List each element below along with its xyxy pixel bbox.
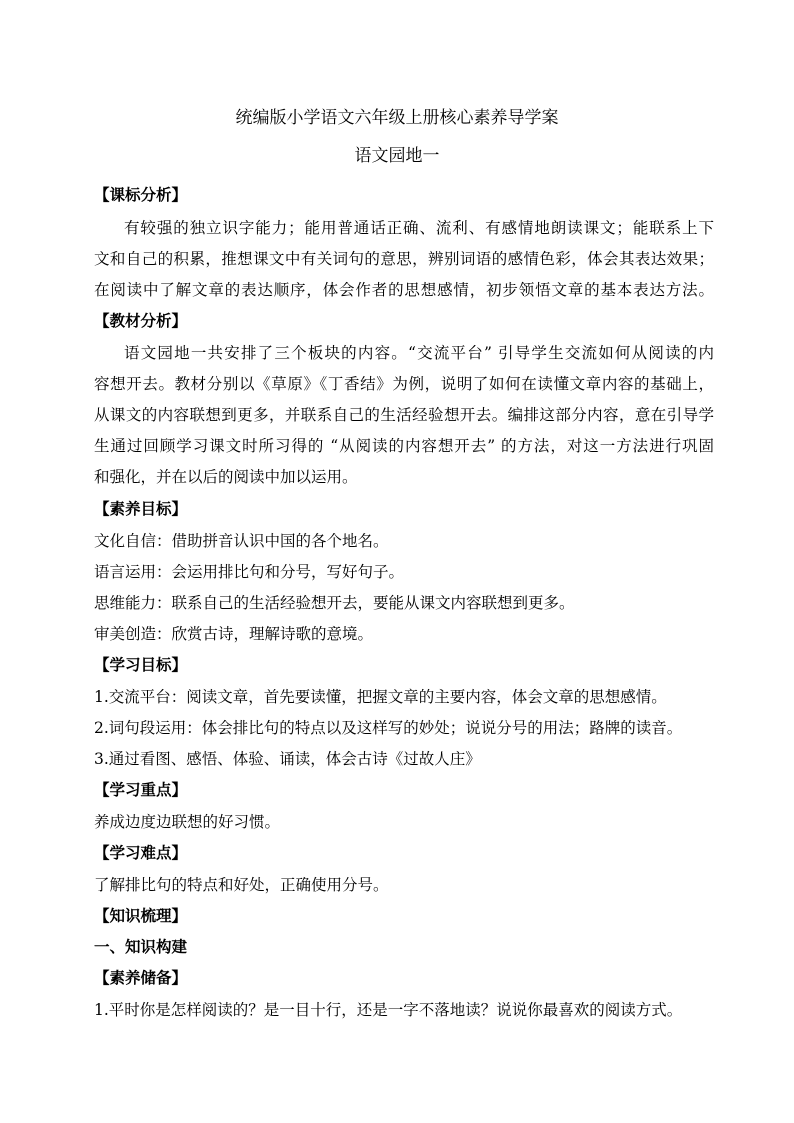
textbook-line: 语文园地一共安排了三个板块的内容。“交流平台” 引导学生交流如何从阅读的内 [124,344,714,362]
focus-text: 养成边度边联想的好习惯。 [94,813,281,831]
difficulty-text: 了解排比句的特点和好处，正确使用分号。 [94,876,389,894]
section-heading-goals: 【学习目标】 [94,655,188,674]
textbook-line: 生通过回顾学习课文时所习得的 “从阅读的内容想开去” 的方法，对这一方法进行巩固 [94,437,714,455]
curriculum-line: 有较强的独立识字能力；能用普通话正确、流利、有感情地朗读课文；能联系上下 [124,219,714,237]
curriculum-line: 文和自己的积累，推想课文中有关词句的意思，辨别词语的感情色彩，体会其表达效果； [94,250,714,268]
section-heading-curriculum: 【课标分析】 [94,185,188,204]
textbook-line: 从课文的内容联想到更多，并联系自己的生活经验想开去。编排这部分内容，意在引导学 [94,406,714,424]
textbook-line: 容想开去。教材分别以《草原》《丁香结》为例，说明了如何在读懂文章内容的基础上， [94,375,714,393]
section-heading-knowledge: 【知识梳理】 [94,906,188,925]
goals-line: 2.词句段运用：体会排比句的特点以及这样写的妙处；说说分号的用法；路牌的读音。 [94,719,683,737]
literacy-line: 思维能力：联系自己的生活经验想开去，要能从课文内容联想到更多。 [94,594,575,612]
curriculum-line: 在阅读中了解文章的表达顺序，体会作者的思想感情，初步领悟文章的基本表达方法。 [94,281,714,299]
section-heading-difficulty: 【学习难点】 [94,843,188,862]
document-subtitle: 语文园地一 [354,146,440,166]
section-heading-focus: 【学习重点】 [94,780,188,799]
textbook-line: 和强化，并在以后的阅读中加以运用。 [94,468,358,486]
section-heading-textbook: 【教材分析】 [94,311,188,330]
section-heading-literacy: 【素养目标】 [94,499,188,518]
section-heading-reserve: 【素养储备】 [94,968,188,987]
literacy-line: 语言运用：会运用排比句和分号，写好句子。 [94,563,405,581]
document-title: 统编版小学语文六年级上册核心素养导学案 [235,108,559,128]
goals-line: 3.通过看图、感悟、体验、诵读，体会古诗《过故人庄》 [94,750,481,768]
goals-line: 1.交流平台：阅读文章，首先要读懂，把握文章的主要内容，体会文章的思想感情。 [94,688,667,706]
literacy-line: 文化自信：借助拼音认识中国的各个地名。 [94,532,389,550]
knowledge-subheading: 一、知识构建 [94,937,188,956]
literacy-line: 审美创造：欣赏古诗，理解诗歌的意境。 [94,625,374,643]
reserve-text: 1.平时你是怎样阅读的？是一目十行，还是一字不落地读？说说你最喜欢的阅读方式。 [94,1001,683,1019]
